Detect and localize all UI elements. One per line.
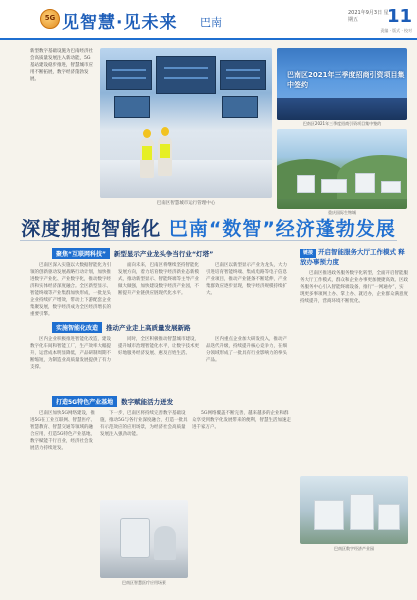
article-column (118, 336, 202, 390)
sidebar-column (300, 270, 408, 470)
building (321, 179, 347, 193)
paragraph: 巴南区深入实施以大数据智能化为引领的创新驱动发展战略行动计划，加快推进数字产业化、产业数字化，推动数字经济和实体经济深度融合。全区新型显示、智能终端等产业集群加快形成，一批龙头企业持续扩产增效，带动上下游配套企业集聚发展，数字经济成为全区经济增长的重要引擎。 (30, 263, 111, 317)
masthead-info (348, 6, 412, 36)
building (350, 494, 374, 530)
event-photo-caption: 巴南区2021年三季度招商引资项目集中签约 (302, 121, 382, 126)
section-title: 推动产业走上高质量发展新路 (106, 324, 191, 332)
paragraph: 巴南区加快5G网络建设，推进5G在工业互联网、智慧医疗、智慧教育、智慧交通等领域的融合应用，打造5G特色产业基地，数字赋能千行百业，经济社会发展活力持续迸发。 (30, 411, 95, 451)
paragraph: 区内企业积极推进智能化改造，建设数字化车间和智能工厂，生产效率大幅提升，运营成本明显降低，产品研制周期不断缩短，为制造业高质量发展提供了有力支撑。 (30, 337, 111, 370)
sidebar-title: 开启智能服务大厅工作模式 释放办事预力度 (300, 248, 405, 266)
section-title: 数字赋能活力迸发 (121, 398, 174, 406)
section-header (52, 322, 191, 333)
audience (277, 98, 407, 120)
section-header (52, 396, 173, 407)
editor-meta: 责编 · 版式 · 校对 (380, 28, 412, 33)
section-tag: 实施智能化改造 (52, 322, 102, 333)
article-column (192, 410, 292, 580)
article-column (30, 336, 114, 390)
park-photo (300, 476, 408, 544)
headline-part2: 巴南“数智”经济蓬勃发展 (168, 218, 396, 240)
paragraph: 区内重点企业加大研发投入，推动产品迭代升级，持续提升核心竞争力，在细分领域形成了一批具有行业影响力的拳头产品。 (206, 337, 287, 363)
video-wall-screen (114, 96, 150, 118)
building (378, 504, 400, 530)
article-column (206, 262, 290, 318)
aerial-photo-caption: 重庆国际生物城 (328, 210, 356, 215)
device (120, 518, 150, 558)
event-banner-text: 巴南区2021年三季度招商引资项目集中签约 (287, 71, 405, 89)
page-number: 11 (386, 6, 412, 27)
event-photo (277, 48, 407, 120)
article-column (30, 410, 96, 580)
park-photo-caption: 巴南区数字经济产业园 (334, 546, 374, 551)
worker-figure (158, 136, 172, 176)
section-tag: 聚焦“互联网科技” (52, 248, 110, 259)
article-column (100, 410, 188, 496)
control-desk (100, 160, 272, 198)
paragraph: 巴南区以新型显示产业为龙头，大力引进培育智能终端、集成电路等电子信息产业项目，推动产业链条不断延伸，产业集群效应逐步显现，数字经济规模持续扩大。 (206, 263, 287, 296)
headline-part1: 深度拥抱智能化 (21, 218, 162, 240)
paragraph: 巴南区推进政务服务数字化转型，全面开启智能服务大厅工作模式，群众和企业办事更加便捷高效。区政务服务中心引入智能终端设备，推行“一网通办”，实现更多事项网上办、掌上办、就近办，企业群众满意度持续提升，营商环境不断优化。 (300, 271, 408, 304)
sidebar-headline (300, 248, 408, 267)
paragraph: 同时，全区积极推动智慧城市建设，提升城市治理智能化水平，让数字技术更好地服务经济发展、惠及百姓生活。 (118, 337, 199, 356)
logo-icon (40, 9, 60, 29)
building (314, 500, 344, 530)
main-photo-caption: 巴南区智慧城市运行管理中心 (156, 201, 216, 206)
headline (0, 214, 417, 241)
paragraph: 下一步，巴南区将持续完善数字基础设施，推动5G与各行业深度融合，打造一批具有示范效应的应用场景，为经济社会高质量发展注入强劲动能。 (100, 411, 188, 437)
video-wall-screen (156, 56, 216, 94)
lede-text: 新型数字基础设施为巴南经济社会高质量发展注入新动能，5G基站建设稳步推进，智慧城市应用不断拓展，数字经济蓬勃发展。 (30, 49, 93, 82)
article-column (206, 336, 290, 390)
person-figure (154, 526, 176, 560)
section-tag: 打造5G特色产业基地 (52, 396, 117, 407)
section-title: 新型显示产业龙头争当行业“灯塔” (113, 250, 214, 258)
building (355, 173, 375, 193)
main-photo (100, 48, 272, 198)
video-wall-screen (222, 96, 258, 118)
issue-date: 2021年9月3日 星期五 (348, 10, 389, 23)
aerial-photo (277, 129, 407, 209)
headline-divider (20, 240, 397, 241)
region-label: 巴南 (200, 16, 222, 29)
building (381, 181, 401, 193)
medical-photo (100, 500, 188, 578)
masthead (0, 0, 417, 40)
video-wall-screen (106, 60, 152, 90)
page-title: 见智慧·见未来 (62, 13, 178, 33)
video-wall-screen (220, 60, 266, 90)
section-header (52, 248, 213, 259)
medical-photo-caption: 巴南区智慧医疗应用场景 (122, 580, 166, 585)
building (297, 175, 315, 193)
paragraph: 面向未来，巴南区将继续坚持智能化发展方向，着力培育数字经济新业态新模式，推动新型显示、智能终端等主导产业做大做强，加快建设数字经济产业园，不断提升产业链供应链现代化水平。 (118, 263, 199, 296)
logo-text: 5G (44, 14, 56, 22)
sidebar-tag: 链接 (300, 249, 316, 258)
article-column (30, 262, 114, 318)
worker-figure (140, 138, 154, 178)
article-column (118, 262, 202, 318)
paragraph: 5G网络覆盖不断完善，越来越多的企业和群众享受到数字化发展带来的便利，智慧生活加速走进千家万户。 (192, 411, 291, 430)
sidebar-article (300, 248, 408, 470)
